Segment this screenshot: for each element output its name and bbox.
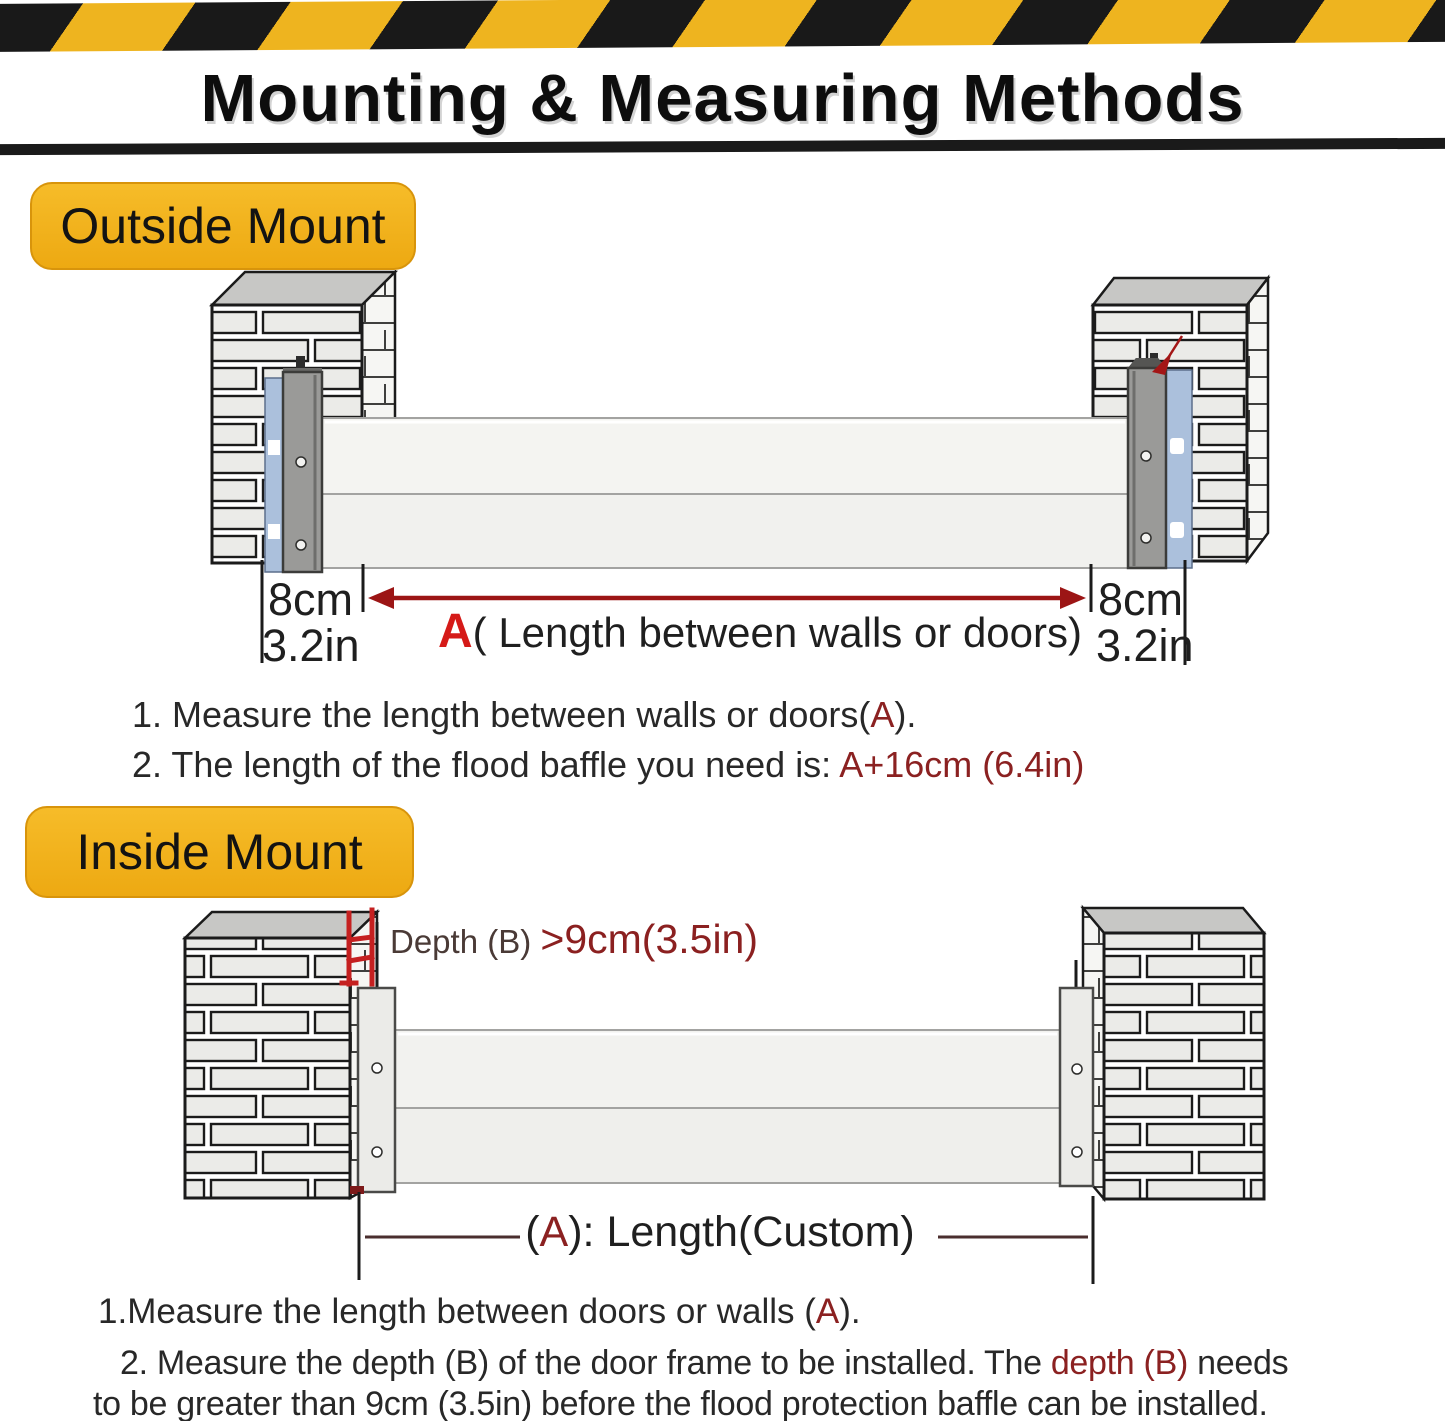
page-title: Mounting & Measuring Methods — [200, 61, 1245, 136]
seal-corner-marker — [350, 1186, 364, 1194]
span-length-label — [430, 604, 1090, 659]
outside-step-1 — [132, 694, 916, 736]
inside-step-2-line-1 — [120, 1344, 1288, 1383]
step-text: 2. Measure the depth (B) of the door frame to be installed. The — [120, 1344, 1051, 1382]
mounting-channel-left — [283, 368, 322, 572]
flood-barrier-panels — [395, 1030, 1060, 1183]
inside-step-2-line-2: to be greater than 9cm (3.5in) before the flood protection baffle can be installed. — [93, 1385, 1268, 1421]
step-text: 1. Measure the length between walls or doors( — [132, 694, 871, 735]
step-text: ). — [839, 1292, 861, 1331]
span-length-letter-a: A — [438, 605, 473, 658]
flood-barrier-panels — [322, 418, 1128, 568]
length-label-letter-a: A — [539, 1208, 569, 1256]
step-text: needs — [1187, 1344, 1289, 1382]
outside-step-2 — [132, 744, 1084, 786]
left-overlap-cm-label: 8cm — [268, 574, 354, 625]
step-text: 2. The length of the flood baffle you need is: — [132, 744, 840, 785]
hazard-stripe-banner — [0, 0, 1445, 52]
step-highlight: A — [870, 694, 895, 735]
outside-mount-badge: Outside Mount — [30, 182, 416, 270]
inside-mount-badge: Inside Mount — [25, 806, 414, 898]
right-wall-pillar — [1083, 908, 1264, 1199]
span-length-text: ( Length between walls or doors) — [472, 609, 1082, 656]
inside-step-1 — [98, 1292, 861, 1332]
length-label-post: ): Length(Custom) — [568, 1208, 915, 1256]
step-text: ). — [894, 694, 917, 735]
step-highlight: depth (B) — [1050, 1344, 1188, 1382]
length-label-pre: ( — [525, 1208, 540, 1256]
step-highlight: A — [815, 1292, 840, 1331]
depth-requirement-label — [390, 916, 758, 963]
depth-label-text: Depth (B) — [390, 923, 541, 960]
wall-seal-strip-right — [1166, 370, 1192, 568]
left-overlap-in-label: 3.2in — [262, 620, 360, 671]
right-overlap-in-label: 3.2in — [1096, 620, 1194, 671]
depth-value-text: >9cm(3.5in) — [540, 916, 759, 962]
wall-seal-strip-left — [265, 378, 283, 572]
mounting-plate-left — [358, 988, 395, 1192]
mounting-plate-right — [1060, 988, 1093, 1186]
custom-length-label — [430, 1208, 1010, 1257]
step-text: 1.Measure the length between doors or walls ( — [98, 1292, 816, 1331]
mounting-channel-right — [1128, 358, 1166, 568]
right-overlap-cm-label: 8cm — [1098, 574, 1184, 625]
step-highlight: A+16cm (6.4in) — [839, 744, 1085, 785]
